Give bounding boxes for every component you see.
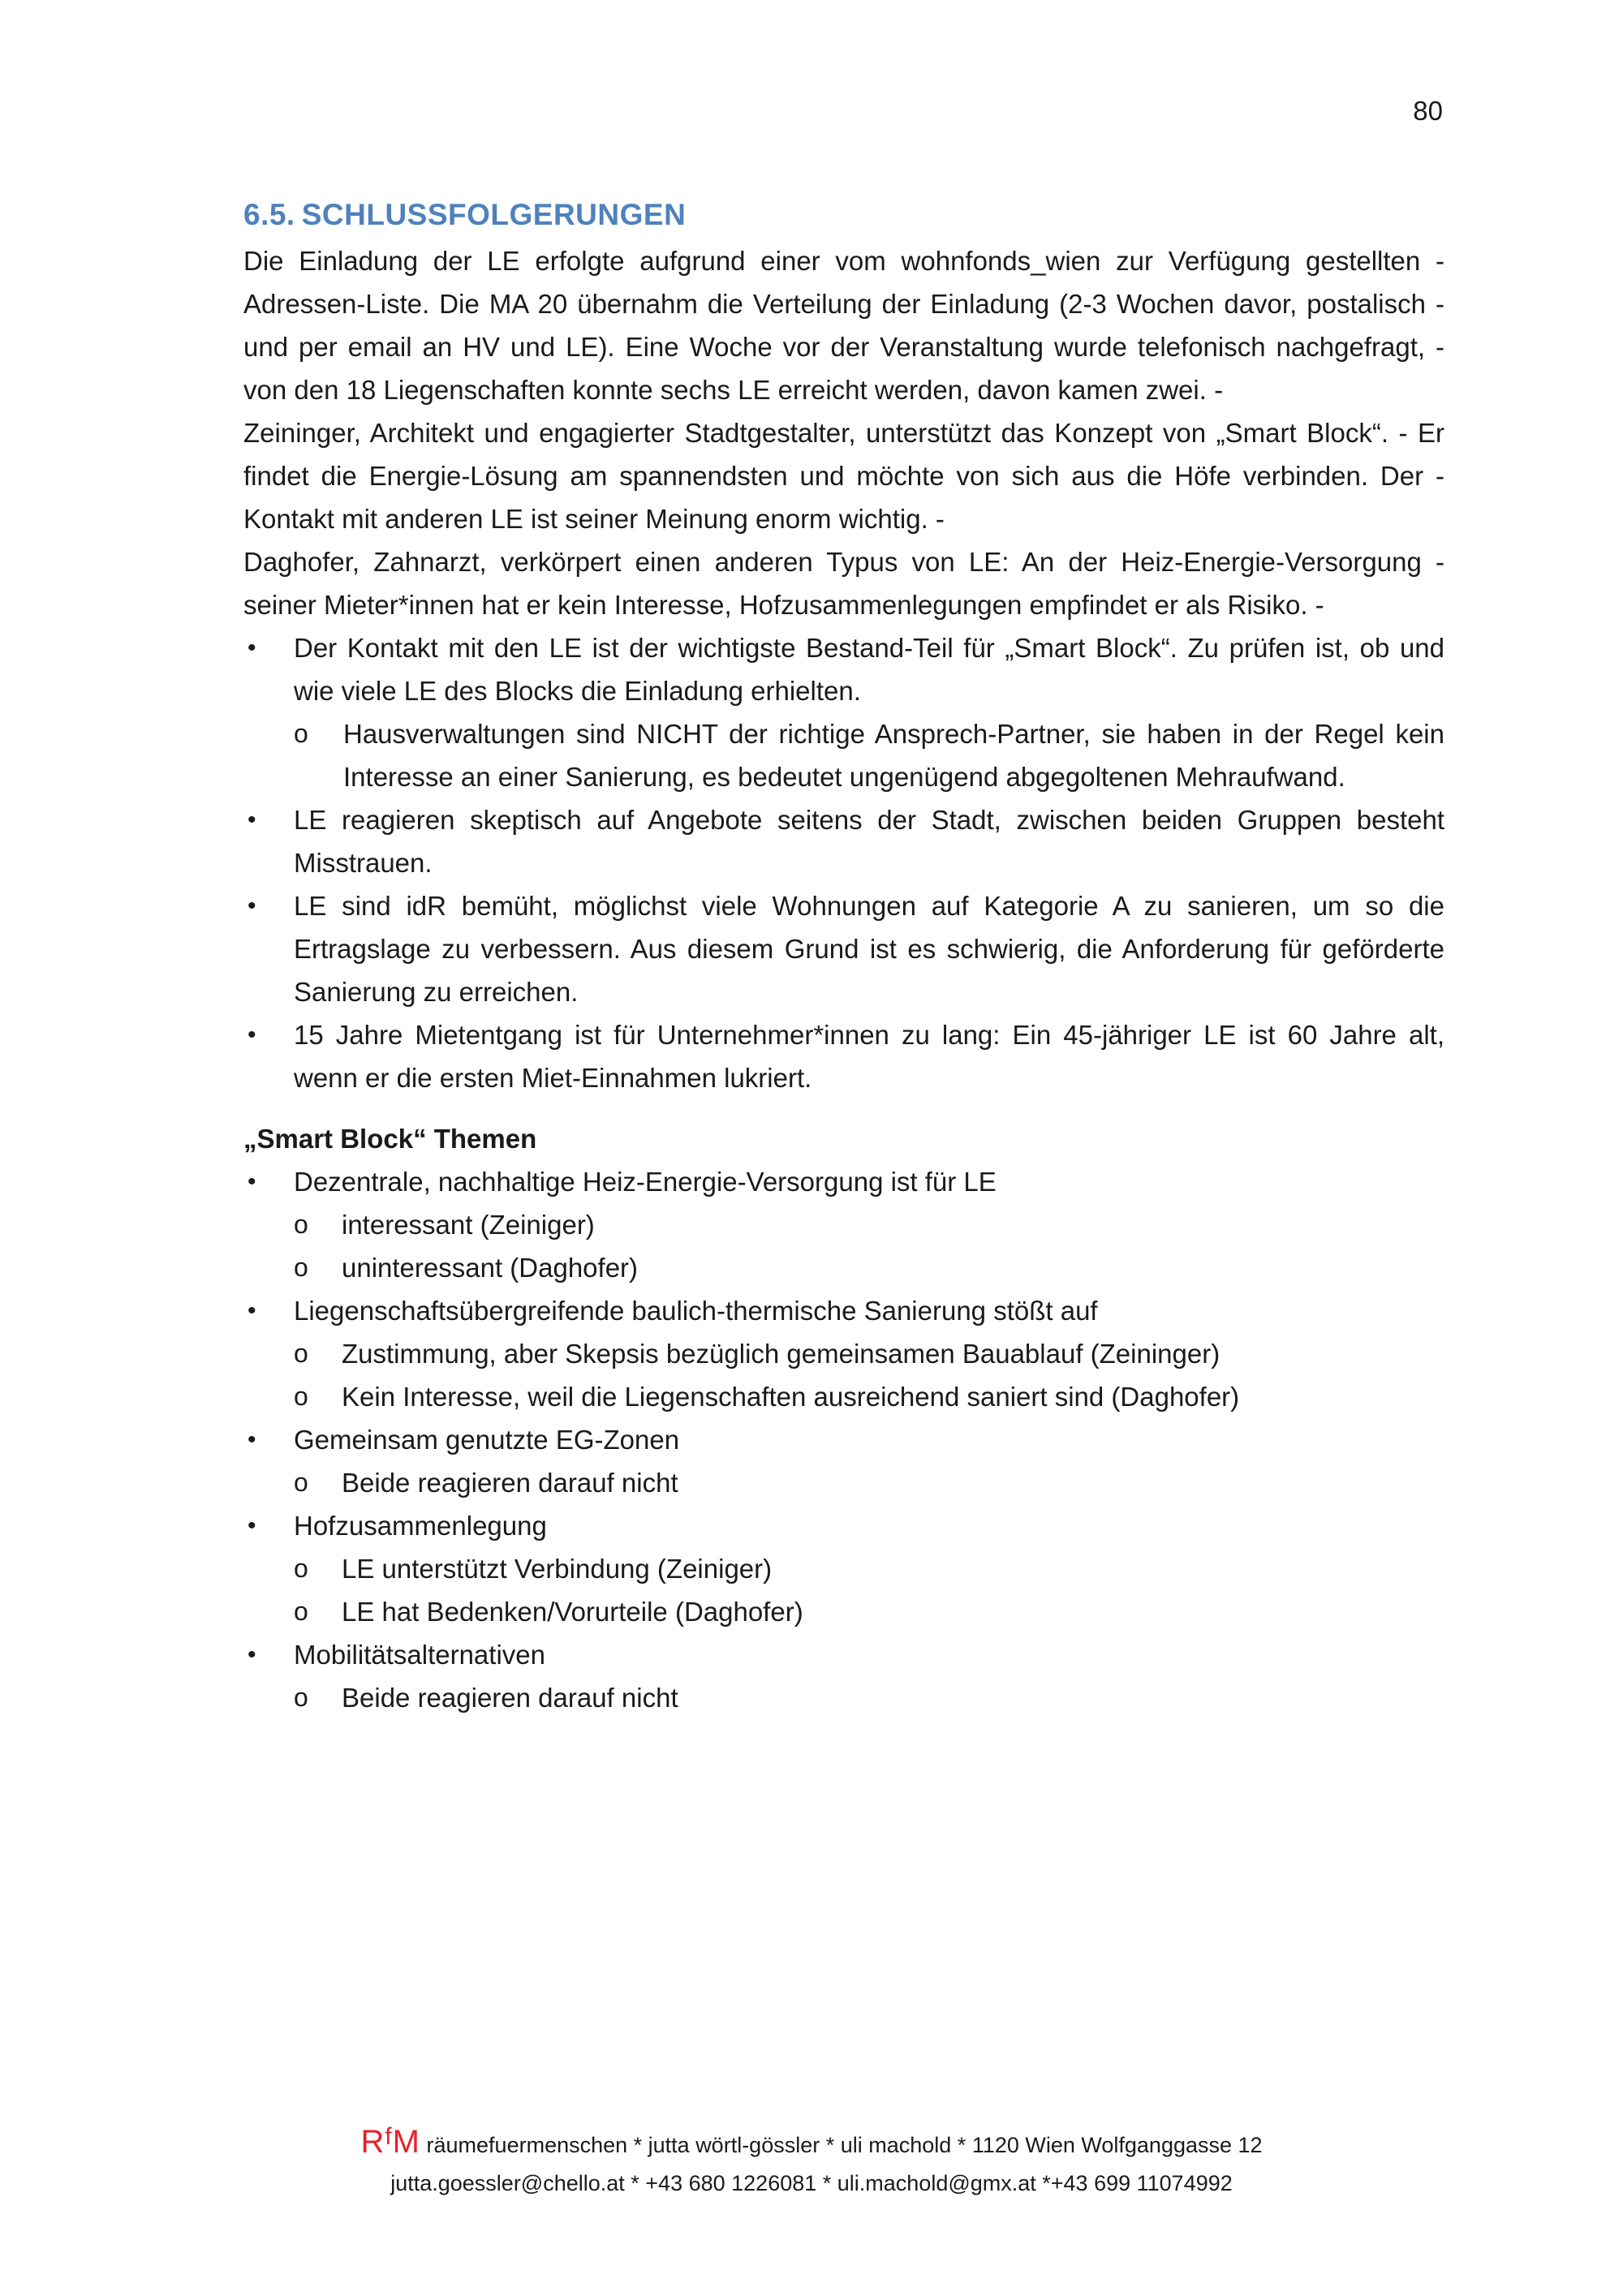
sub-list-item — [243, 1375, 1444, 1418]
circle-bullet-icon: o — [294, 1683, 308, 1712]
circle-bullet-icon: o — [294, 1597, 308, 1626]
list-item-text: LE reagieren skeptisch auf Angebote seitens der Stadt, zwischen beiden Gruppen besteht Misstrauen. — [294, 805, 1444, 878]
sub-list — [294, 1332, 1444, 1418]
sub-list — [294, 1547, 1444, 1633]
bullet-icon: • — [248, 1021, 256, 1048]
theme-item — [243, 1160, 1444, 1289]
list-item — [243, 626, 1444, 798]
circle-bullet-icon: o — [294, 1339, 308, 1368]
footer-contact: jutta.goessler@chello.at * +43 680 1226081 * uli.machold@gmx.at *+43 699 11074992 — [390, 2171, 1233, 2195]
paragraph-invitation: Die Einladung der LE erfolgte aufgrund einer vom wohnfonds_wien zur Verfügung gestellten - Adressen-Liste. Die MA 20 übernahm die Verteilung der Einladung (2-3 Wochen davor, postalisch - und per email an HV und LE). Eine Woche vor der Veranstaltung wurde telefonisch nachgefragt, - von den 18 Liegenschaften konnte sechs LE erreicht werden, davon kamen zwei. - — [243, 246, 1444, 405]
theme-item — [243, 1289, 1444, 1418]
theme-item-text: Dezentrale, nachhaltige Heiz-Energie-Versorgung ist für LE — [294, 1167, 997, 1197]
bullet-icon: • — [248, 1512, 256, 1539]
circle-bullet-icon: o — [294, 1253, 308, 1282]
themes-heading: „Smart Block“ Themen — [243, 1124, 537, 1154]
sub-list-item — [243, 1246, 1444, 1289]
theme-item-text: Liegenschaftsübergreifende baulich-thermische Sanierung stößt auf — [294, 1296, 1098, 1326]
bullet-icon: • — [248, 892, 256, 919]
paragraph-daghofer: Daghofer, Zahnarzt, verkörpert einen anderen Typus von LE: An der Heiz-Energie-Versorgung - seiner Mieter*innen hat er kein Interesse, Hofzusammenlegungen empfindet er als Risiko. - — [243, 547, 1444, 620]
section-title: SCHLUSSFOLGERUNGEN — [301, 198, 687, 231]
page-number: 80 — [1413, 96, 1443, 126]
sub-list-item-text: Beide reagieren darauf nicht — [342, 1683, 678, 1713]
sub-list — [294, 712, 1444, 798]
conclusions-list — [243, 626, 1444, 1099]
list-item — [243, 884, 1444, 1013]
sub-list — [294, 1203, 1444, 1289]
list-item-text: LE sind idR bemüht, möglichst viele Wohnungen auf Kategorie A zu sanieren, um so die Ertragslage zu verbessern. Aus diesem Grund ist es schwierig, die Anforderung für geförderte Sanierung zu erreichen. — [294, 891, 1444, 1007]
theme-item — [243, 1504, 1444, 1633]
sub-list-item — [243, 1547, 1444, 1590]
theme-item — [243, 1418, 1444, 1504]
sub-list — [294, 1676, 1444, 1719]
theme-item-text: Mobilitätsalternativen — [294, 1640, 545, 1670]
sub-list-item-text: uninteressant (Daghofer) — [342, 1253, 639, 1283]
sub-list-item — [243, 1332, 1444, 1375]
sub-list-item — [243, 1461, 1444, 1504]
rfm-logo: $R^fM$ — [360, 2123, 420, 2160]
sub-list-item-text: interessant (Zeiniger) — [342, 1210, 595, 1240]
list-item-text: Der Kontakt mit den LE ist der wichtigste Bestand-Teil für „Smart Block“. Zu prüfen ist, ob und wie viele LE des Blocks die Einladung erhielten. — [294, 633, 1444, 706]
sub-list-item-text: Hausverwaltungen sind NICHT der richtige Ansprech-Partner, sie haben in der Regel kein Interesse an einer Sanierung, es bedeutet ungenügend abgegoltenen Mehraufwand. — [343, 719, 1444, 792]
bullet-icon: • — [248, 806, 256, 833]
footer-address-text: räumefuermenschen * jutta wörtl-gössler * uli machold * 1120 Wien Wolfganggasse 12 — [426, 2133, 1263, 2157]
bullet-icon: • — [248, 1297, 256, 1324]
circle-bullet-icon: o — [294, 1554, 308, 1583]
sub-list-item-text: LE unterstützt Verbindung (Zeiniger) — [342, 1554, 773, 1584]
sub-list-item-text: LE hat Bedenken/Vorurteile (Daghofer) — [342, 1597, 803, 1627]
sub-list-item-text: Zustimmung, aber Skepsis bezüglich gemeinsamen Bauablauf (Zeininger) — [342, 1339, 1220, 1369]
sub-list-item-text: Beide reagieren darauf nicht — [342, 1468, 678, 1498]
list-item — [243, 1013, 1444, 1099]
sub-list-item — [243, 1203, 1444, 1246]
circle-bullet-icon: o — [294, 1382, 308, 1411]
document-body — [243, 193, 1444, 1719]
circle-bullet-icon: o — [294, 719, 308, 748]
bullet-icon: • — [248, 1641, 256, 1668]
paragraph-zeininger: Zeininger, Architekt und engagierter Stadtgestalter, unterstützt das Konzept von „Smart Block“. - Er findet die Energie-Lösung am spannendsten und möchte von sich aus die Höfe verbinden. Der - Kontakt mit anderen LE ist seiner Meinung enorm wichtig. - — [243, 418, 1444, 534]
list-item — [243, 798, 1444, 884]
sub-list-item — [243, 1590, 1444, 1633]
section-heading — [243, 193, 1444, 236]
bullet-icon: • — [248, 1426, 256, 1453]
sub-list-item — [294, 712, 1444, 798]
circle-bullet-icon: o — [294, 1210, 308, 1239]
sub-list-item — [243, 1676, 1444, 1719]
theme-item — [243, 1633, 1444, 1719]
circle-bullet-icon: o — [294, 1468, 308, 1497]
footer-address — [0, 2123, 1623, 2161]
theme-item-text: Hofzusammenlegung — [294, 1511, 547, 1541]
themes-list — [243, 1160, 1444, 1719]
bullet-icon: • — [248, 1168, 256, 1195]
sub-list — [294, 1461, 1444, 1504]
section-number: 6.5. — [243, 198, 295, 231]
list-item-text: 15 Jahre Mietentgang ist für Unternehmer*innen zu lang: Ein 45-jähriger LE ist 60 Jahre alt, wenn er die ersten Miet-Einnahmen lukriert. — [294, 1020, 1444, 1093]
theme-item-text: Gemeinsam genutzte EG-Zonen — [294, 1425, 680, 1455]
sub-list-item-text: Kein Interesse, weil die Liegenschaften ausreichend saniert sind (Daghofer) — [342, 1382, 1240, 1412]
bullet-icon: • — [248, 634, 256, 661]
